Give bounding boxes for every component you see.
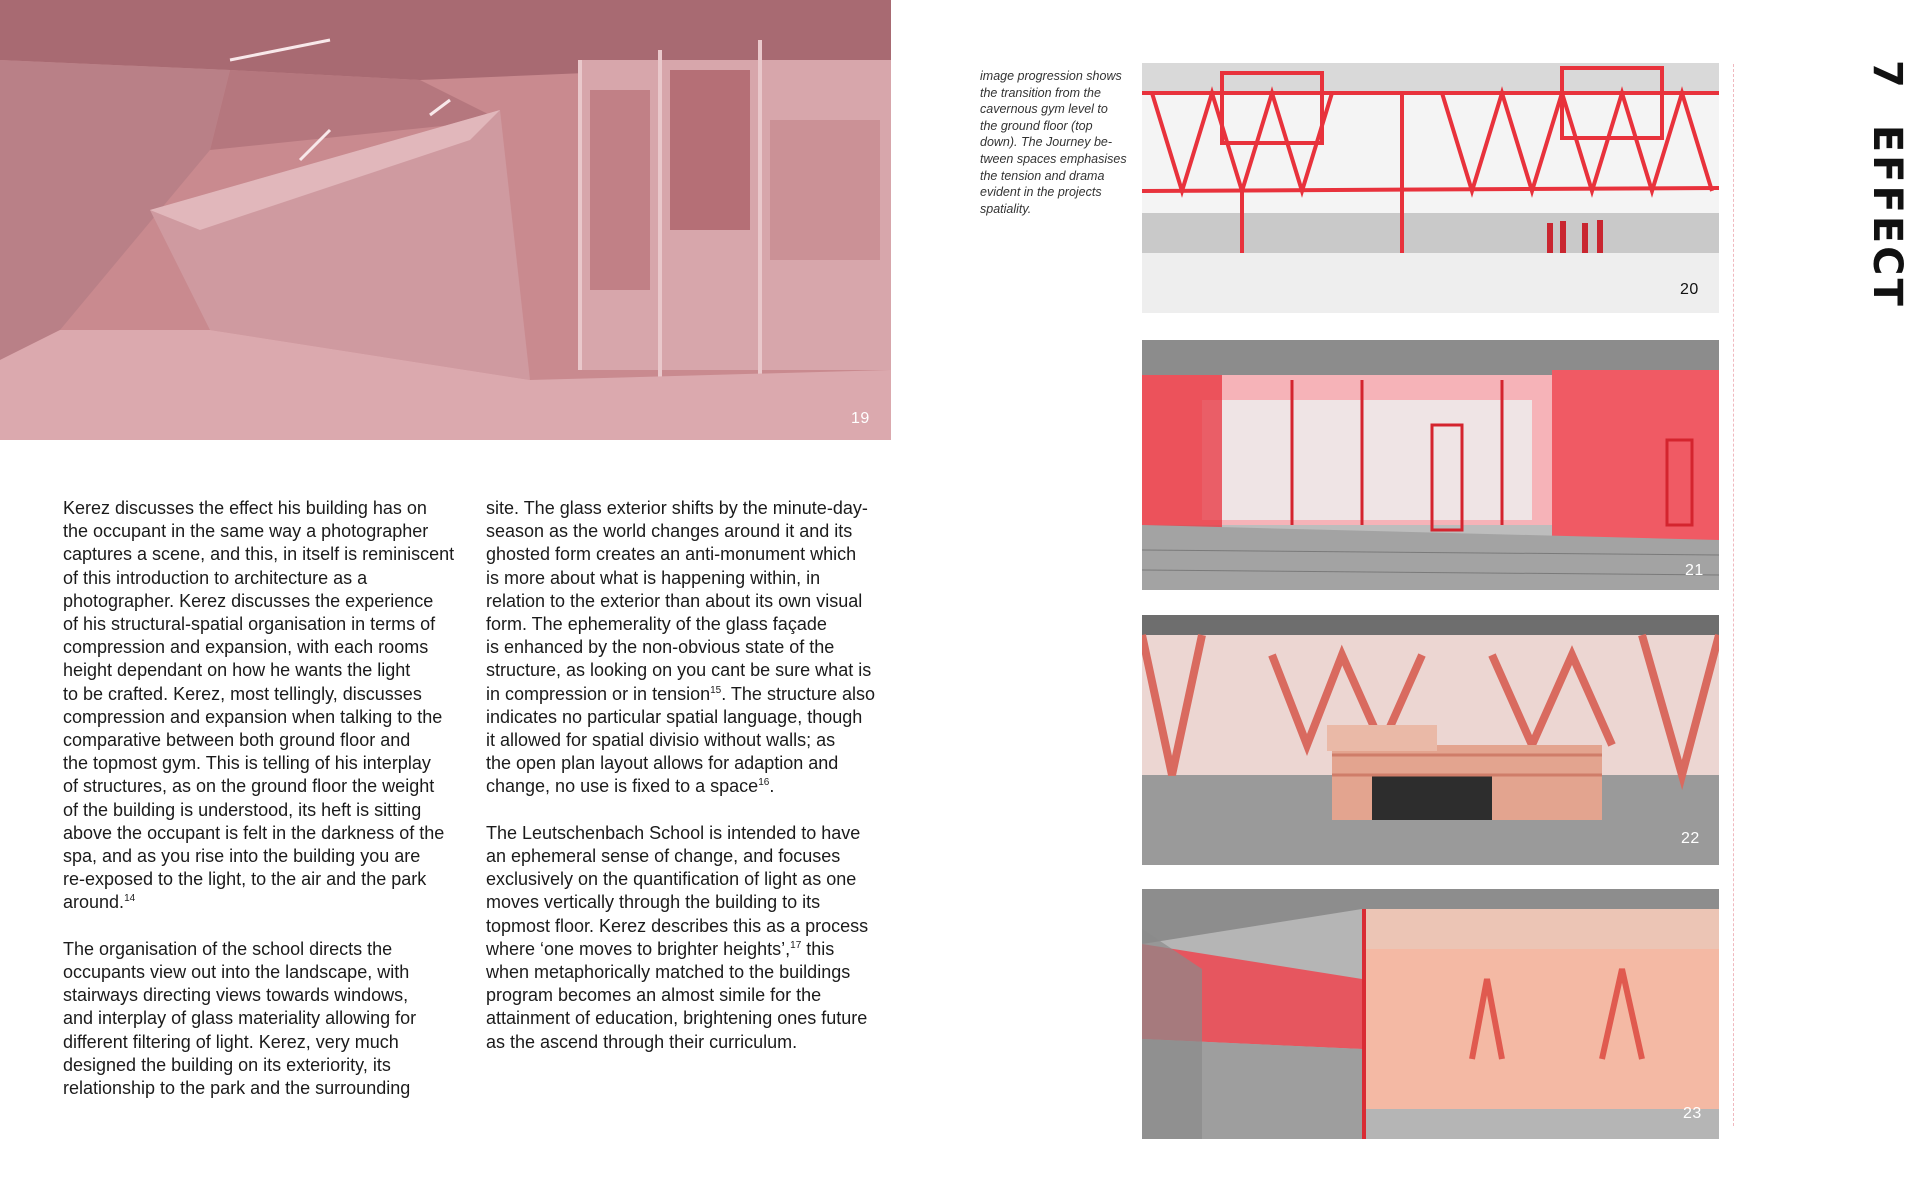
figure-21-illustration xyxy=(1142,340,1719,590)
figure-23-illustration xyxy=(1142,889,1719,1139)
column-1-paragraph-1 xyxy=(63,497,454,915)
footnote-ref-17[interactable]: 17 xyxy=(790,939,802,951)
chapter-number: 7 xyxy=(1864,60,1910,91)
text-line: topmost floor. Kerez describes this as a process xyxy=(486,915,869,936)
footnote-ref-15[interactable]: 15 xyxy=(710,684,722,696)
text-line xyxy=(486,938,875,961)
figure-23-photo xyxy=(1142,889,1719,1139)
figure-22-illustration xyxy=(1142,615,1719,865)
text-line xyxy=(486,775,875,798)
text-line: of the building is understood, its heft is sitting xyxy=(63,799,422,820)
caption-line: spatiality. xyxy=(980,201,1032,216)
text-line: ghosted form creates an anti-monument which xyxy=(486,544,857,565)
text-line: captures a scene, and this, in itself is reminiscent xyxy=(63,544,455,565)
text-line: different filtering of light. Kerez, very much xyxy=(63,1031,399,1052)
text-line: when metaphorically matched to the buildings xyxy=(486,962,851,983)
text-line: and interplay of glass materiality allowing for xyxy=(63,1008,417,1029)
caption-line: image progression shows xyxy=(980,69,1122,83)
text-line: program becomes an almost simile for the xyxy=(486,985,822,1006)
caption-line: evident in the projects xyxy=(980,185,1102,200)
text-line: of structures, as on the ground floor the weight xyxy=(63,776,435,797)
column-2-paragraph-1 xyxy=(486,497,875,799)
figure-19-number: 19 xyxy=(851,410,870,427)
text-run: . The structure also xyxy=(721,683,875,704)
caption-line: the tension and drama xyxy=(980,168,1105,183)
text-line: structure, as looking on you cant be sure what is xyxy=(486,660,872,681)
text-line: relationship to the park and the surrounding xyxy=(63,1078,411,1099)
text-line: exclusively on the quantification of light as one xyxy=(486,869,857,890)
text-line: the open plan layout allows for adaption and xyxy=(486,753,839,774)
figure-19-illustration xyxy=(0,0,891,440)
figure-21-photo xyxy=(1142,340,1719,590)
text-line: moves vertically through the building to its xyxy=(486,892,821,913)
text-line: The organisation of the school directs the xyxy=(63,938,393,959)
text-line: of his structural-spatial organisation in terms of xyxy=(63,614,436,635)
chapter-heading xyxy=(1864,60,1910,380)
text-line: photographer. Kerez discusses the experience xyxy=(63,590,434,611)
text-line: compression and expansion when talking to the xyxy=(63,706,443,727)
column-2-paragraph-2 xyxy=(486,822,875,1054)
text-line: the topmost gym. This is telling of his interplay xyxy=(63,753,431,774)
text-line: spa, and as you rise into the building you are xyxy=(63,846,421,867)
text-line: Kerez discusses the effect his building has on xyxy=(63,498,427,518)
footnote-ref-16[interactable]: 16 xyxy=(758,777,770,789)
text-line xyxy=(63,891,454,914)
figure-23-number: 23 xyxy=(1683,1105,1702,1122)
chapter-heading-text xyxy=(1864,60,1910,309)
text-line: above the occupant is felt in the darkness of the xyxy=(63,822,445,843)
text-line: to be crafted. Kerez, most tellingly, discusses xyxy=(63,683,422,704)
caption-line: the ground floor (top xyxy=(980,118,1093,133)
text-run: around. xyxy=(63,892,125,913)
text-line xyxy=(486,683,875,706)
text-line: the occupant in the same way a photographer xyxy=(63,521,429,542)
caption-line: cavernous gym level to xyxy=(980,102,1108,117)
text-line: attainment of education, brightening ones future xyxy=(486,1008,868,1029)
text-line: is enhanced by the non-obvious state of the xyxy=(486,637,835,658)
footnote-ref-14[interactable]: 14 xyxy=(124,893,136,905)
text-run: . xyxy=(769,776,775,797)
figure-21-number: 21 xyxy=(1685,562,1704,579)
text-line: an ephemeral sense of change, and focuses xyxy=(486,846,841,867)
text-column-1 xyxy=(63,497,454,1123)
text-line: of this introduction to architecture as a xyxy=(63,567,368,588)
text-run: change, no use is fixed to a space xyxy=(486,776,759,797)
text-run: where ‘one moves to brighter heights’, xyxy=(486,938,791,959)
text-line: as the ascend through their curriculum. xyxy=(486,1031,798,1052)
column-1-paragraph-2 xyxy=(63,938,454,1100)
text-line: form. The ephemerality of the glass façade xyxy=(486,614,827,635)
chapter-title: EFFECT xyxy=(1864,124,1910,309)
page-guide-line xyxy=(1733,64,1734,1126)
text-run: this xyxy=(801,938,835,959)
figure-20-photo xyxy=(1142,63,1719,313)
text-line: designed the building on its exteriority, its xyxy=(63,1054,391,1075)
figure-20-number: 20 xyxy=(1680,281,1699,298)
figure-22-photo xyxy=(1142,615,1719,865)
text-line: The Leutschenbach School is intended to have xyxy=(486,822,861,843)
figure-20-illustration xyxy=(1142,63,1719,313)
figure-22-number: 22 xyxy=(1681,830,1700,847)
text-line: it allowed for spatial divisio without walls; as xyxy=(486,730,836,751)
figure-19-photo xyxy=(0,0,891,440)
text-line: stairways directing views towards windows, xyxy=(63,985,409,1006)
caption-line: down). The Journey be- xyxy=(980,135,1113,150)
caption-line: tween spaces emphasises xyxy=(980,151,1127,166)
text-line: comparative between both ground floor and xyxy=(63,730,411,751)
text-line: indicates no particular spatial language, though xyxy=(486,706,863,727)
text-line: season as the world changes around it and its xyxy=(486,521,853,542)
text-line: occupants view out into the landscape, with xyxy=(63,962,410,983)
caption-line: the transition from the xyxy=(980,85,1101,100)
text-line: relation to the exterior than about its own visual xyxy=(486,590,863,611)
text-line: compression and expansion, with each rooms xyxy=(63,637,429,658)
text-line: height dependant on how he wants the light xyxy=(63,660,411,681)
text-column-2 xyxy=(486,497,875,1077)
text-line: is more about what is happening within, in xyxy=(486,567,821,588)
text-line: re-exposed to the light, to the air and the park xyxy=(63,869,427,890)
figure-caption xyxy=(980,68,1130,217)
text-run: in compression or in tension xyxy=(486,683,711,704)
text-line: site. The glass exterior shifts by the minute-day- xyxy=(486,498,868,518)
